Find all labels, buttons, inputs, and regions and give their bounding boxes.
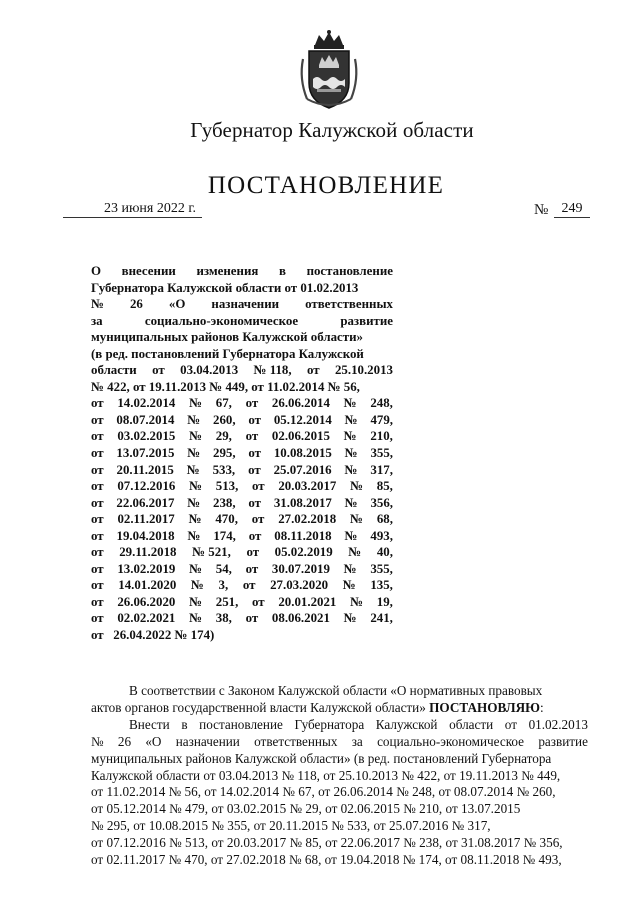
subject-word: № [343, 429, 357, 444]
subject-word: от [91, 429, 104, 444]
subject-line [91, 561, 393, 578]
body-line [91, 835, 588, 852]
subject-word: 67, [215, 396, 232, 411]
decree-keyword: ПОСТАНОВЛЯЮ [429, 699, 541, 715]
subject-word: от [152, 363, 165, 378]
subject-word: № [189, 594, 203, 609]
subject-word: № 521, [192, 545, 231, 560]
body-word: № [91, 733, 104, 749]
subject-word: от 26.04.2022 № 174) [91, 628, 215, 643]
subject-word: от [91, 462, 104, 477]
subject-line [91, 428, 393, 445]
subject-word: от [248, 528, 262, 543]
body-word: от 07.12.2016 № 513, от 20.03.2017 № 85, от 22.06.2017 № 238, от 31.08.2017 № 356, [91, 835, 563, 851]
subject-word: 25.07.2016 [273, 462, 332, 477]
subject-word: 493, [370, 528, 393, 543]
subject-word: 513, [215, 479, 239, 494]
body-word: развитие [538, 733, 588, 749]
subject-word: 08.11.2018 [274, 528, 332, 543]
subject-word: (в ред. постановлений Губернатора Калужской [91, 346, 364, 361]
body-word: назначении [175, 733, 240, 749]
subject-word: № [189, 561, 203, 576]
subject-word: № [342, 578, 356, 593]
subject-line [91, 412, 393, 429]
document-subject [91, 263, 393, 644]
subject-line [91, 313, 393, 330]
subject-line [91, 528, 393, 545]
subject-word: 27.03.2020 [270, 578, 329, 593]
body-line [91, 717, 588, 734]
subject-word: № [350, 512, 363, 527]
subject-word: 260, [213, 412, 236, 427]
subject-word: 68, [376, 512, 393, 527]
subject-word: № [187, 446, 201, 461]
subject-word: от [248, 412, 262, 427]
subject-line [91, 511, 393, 528]
subject-word: от [251, 512, 265, 527]
subject-word: № [91, 297, 104, 312]
subject-word: 3, [218, 578, 229, 593]
body-line [91, 801, 588, 818]
subject-word: № [343, 611, 357, 626]
subject-word: № [186, 462, 200, 477]
document-body [91, 683, 588, 869]
subject-word: 03.04.2013 [180, 363, 239, 378]
authority-title: Губернатор Калужской области [190, 118, 474, 142]
subject-word: внесении [121, 264, 176, 278]
document-date: 23 июня 2022 г. [63, 200, 202, 218]
subject-word: № [344, 446, 358, 461]
subject-word: от [91, 578, 104, 593]
body-word: социально-экономическое [377, 733, 525, 749]
subject-word: 317, [370, 462, 393, 477]
subject-word: № [187, 412, 201, 427]
subject-word: № [350, 594, 364, 609]
body-paragraph-1-line-2 [91, 700, 588, 717]
subject-word: № [189, 396, 203, 411]
subject-word: 355, [370, 446, 393, 461]
body-line [91, 784, 588, 801]
body-text-span: В соответствии с Законом Калужской области «О нормативных правовых [129, 683, 543, 698]
subject-word: от [91, 446, 104, 461]
subject-word: 20.03.2017 [278, 479, 337, 494]
subject-word: 470, [215, 512, 238, 527]
subject-line [91, 346, 393, 363]
subject-word: № [344, 412, 358, 427]
subject-word: 479, [370, 412, 393, 427]
body-paragraph-2 [91, 717, 588, 869]
subject-word: № [188, 512, 202, 527]
subject-word: от [91, 594, 104, 609]
subject-word: 05.02.2019 [274, 545, 333, 560]
subject-line [91, 379, 393, 396]
subject-word: от [245, 429, 259, 444]
body-word: 26 [117, 733, 132, 749]
subject-word: 248, [370, 396, 393, 411]
subject-word: от [91, 495, 104, 510]
subject-word: № [187, 528, 201, 543]
subject-word: 29.11.2018 [119, 545, 177, 560]
subject-line [91, 627, 393, 644]
subject-word: № [190, 578, 204, 593]
subject-word: 13.07.2015 [116, 446, 175, 461]
subject-line [91, 478, 393, 495]
subject-word: от [91, 528, 104, 543]
subject-word: от [245, 561, 259, 576]
subject-word: муниципальных районов Калужской области» [91, 330, 363, 345]
subject-word: 238, [213, 495, 236, 510]
subject-line [91, 445, 393, 462]
subject-word: № [187, 495, 201, 510]
subject-word: № [189, 611, 203, 626]
subject-word: 251, [215, 594, 239, 609]
document-number-label: № [534, 202, 549, 218]
body-word: от 02.11.2017 № 470, от 27.02.2018 № 68, от 19.04.2018 № 174, от 08.11.2018 № 493, [91, 852, 562, 868]
subject-word: 295, [213, 446, 236, 461]
document-type-heading: ПОСТАНОВЛЕНИЕ [207, 172, 445, 199]
subject-word: от [252, 594, 265, 609]
document-number: 249 [554, 200, 590, 218]
subject-word: от [91, 561, 104, 576]
body-word: муниципальных районов Калужской области» (в ред. постановлений Губернатора [91, 750, 552, 766]
body-word: ответственных [254, 733, 338, 749]
subject-line [91, 263, 393, 280]
subject-line [91, 329, 393, 346]
subject-word: от [91, 396, 104, 411]
subject-word: 25.10.2013 [334, 363, 393, 378]
body-word: от 11.02.2014 № 56, от 14.02.2014 № 67, от 26.06.2014 № 248, от 08.07.2014 № 260, [91, 784, 556, 800]
body-word: постановление [199, 716, 283, 732]
subject-word: 05.12.2014 [273, 412, 332, 427]
subject-word: назначении [211, 297, 280, 312]
subject-line [91, 495, 393, 512]
body-word: «О [145, 733, 162, 749]
body-word: Губернатора [294, 716, 365, 732]
subject-word: 07.12.2016 [117, 479, 176, 494]
subject-word: от [252, 479, 265, 494]
subject-word: 03.02.2015 [117, 429, 176, 444]
subject-word: от [248, 446, 262, 461]
body-word: Калужской области от 03.04.2013 № 118, от 25.10.2013 № 422, от 19.11.2013 № 449, [91, 767, 561, 783]
body-word: Калужской [375, 716, 438, 732]
subject-word: 38, [215, 611, 232, 626]
subject-word: от [91, 479, 104, 494]
body-line [91, 751, 588, 768]
subject-word: № [343, 561, 357, 576]
body-text-span: актов органов государственной власти Калужской области» [91, 699, 430, 715]
subject-word: 08.07.2014 [116, 412, 175, 427]
subject-word: 29, [215, 429, 232, 444]
body-word: области [449, 716, 494, 732]
subject-word: 08.06.2021 [271, 611, 330, 626]
subject-word: № [189, 479, 203, 494]
subject-word: № [350, 479, 364, 494]
body-paragraph-1-line-1 [91, 683, 588, 700]
subject-line [91, 296, 393, 313]
subject-line [91, 362, 393, 379]
body-line [91, 818, 588, 835]
subject-word: от [91, 545, 104, 560]
body-line [91, 852, 588, 869]
subject-word: Губернатора Калужской области от 01.02.2013 [91, 280, 359, 295]
subject-word: от [91, 611, 104, 626]
subject-word: 22.06.2017 [116, 495, 175, 510]
kaluga-coat-of-arms-icon [297, 29, 361, 111]
body-word: 01.02.2013 [528, 716, 588, 732]
subject-word: ответственных [305, 297, 393, 312]
subject-word: 13.02.2019 [117, 561, 176, 576]
subject-word: 355, [370, 561, 393, 576]
subject-word: 20.11.2015 [116, 462, 174, 477]
subject-word: от [242, 578, 256, 593]
subject-word: 135, [370, 578, 393, 593]
subject-line [91, 594, 393, 611]
subject-word: 02.11.2017 [117, 512, 175, 527]
subject-word: 26.06.2020 [117, 594, 176, 609]
body-word: № 295, от 10.08.2015 № 355, от 20.11.2015 № 533, от 25.07.2016 № 317, [91, 818, 491, 834]
body-word: от 05.12.2014 № 479, от 03.02.2015 № 29, от 02.06.2015 № 210, от 13.07.2015 [91, 801, 521, 817]
subject-word: 85, [376, 479, 393, 494]
body-line [91, 734, 588, 751]
subject-word: 30.07.2019 [271, 561, 330, 576]
body-word: в [181, 716, 188, 732]
subject-word: 10.08.2015 [273, 446, 332, 461]
subject-word: от [248, 462, 261, 477]
subject-word: 26.06.2014 [271, 396, 330, 411]
subject-line [91, 577, 393, 594]
subject-word: от [246, 545, 260, 560]
subject-line [91, 462, 393, 479]
subject-word: от [91, 412, 104, 427]
subject-line [91, 544, 393, 561]
body-line [91, 768, 588, 785]
subject-word: 533, [212, 462, 236, 477]
subject-word: 20.01.2021 [278, 594, 337, 609]
subject-word: 54, [215, 561, 232, 576]
subject-word: изменения [196, 264, 259, 278]
subject-word: 356, [370, 495, 393, 510]
subject-word: № [348, 545, 362, 560]
subject-word: 19, [376, 594, 393, 609]
subject-word: 02.06.2015 [271, 429, 330, 444]
body-text-span: : [540, 699, 544, 715]
subject-word: № [344, 528, 358, 543]
subject-word: № [189, 429, 203, 444]
subject-word: от [245, 396, 259, 411]
subject-word: 210, [370, 429, 393, 444]
subject-word: от [245, 611, 259, 626]
subject-word: от [248, 495, 262, 510]
subject-word: № 422, от 19.11.2013 № 449, от 11.02.2014 № 56, [91, 379, 360, 394]
subject-word: № [343, 396, 357, 411]
subject-line [91, 280, 393, 297]
subject-word: 14.02.2014 [117, 396, 176, 411]
subject-word: № [344, 495, 358, 510]
subject-word: О [91, 264, 102, 278]
subject-word: социально-экономическое [144, 313, 299, 328]
subject-word: 31.08.2017 [273, 495, 332, 510]
subject-word: 174, [213, 528, 236, 543]
body-word: Внести [129, 716, 170, 732]
subject-word: в [278, 264, 286, 278]
subject-word: 241, [370, 611, 393, 626]
subject-word: 02.02.2021 [117, 611, 176, 626]
subject-word: постановление [306, 264, 393, 278]
subject-word: области [91, 363, 137, 378]
subject-line [91, 395, 393, 412]
subject-line [91, 610, 393, 627]
body-word: от [504, 716, 517, 732]
subject-word: № [344, 462, 358, 477]
subject-word: 27.02.2018 [278, 512, 337, 527]
subject-word: 19.04.2018 [116, 528, 175, 543]
subject-word: № 118, [253, 363, 292, 378]
subject-word: 40, [376, 545, 393, 560]
subject-word: развитие [340, 313, 393, 328]
body-word: за [351, 733, 363, 749]
subject-word: «О [168, 297, 186, 312]
subject-word: за [91, 313, 103, 328]
subject-word: 26 [129, 297, 143, 312]
subject-word: от [91, 512, 104, 527]
subject-word: 14.01.2020 [118, 578, 177, 593]
subject-word: от [306, 363, 320, 378]
